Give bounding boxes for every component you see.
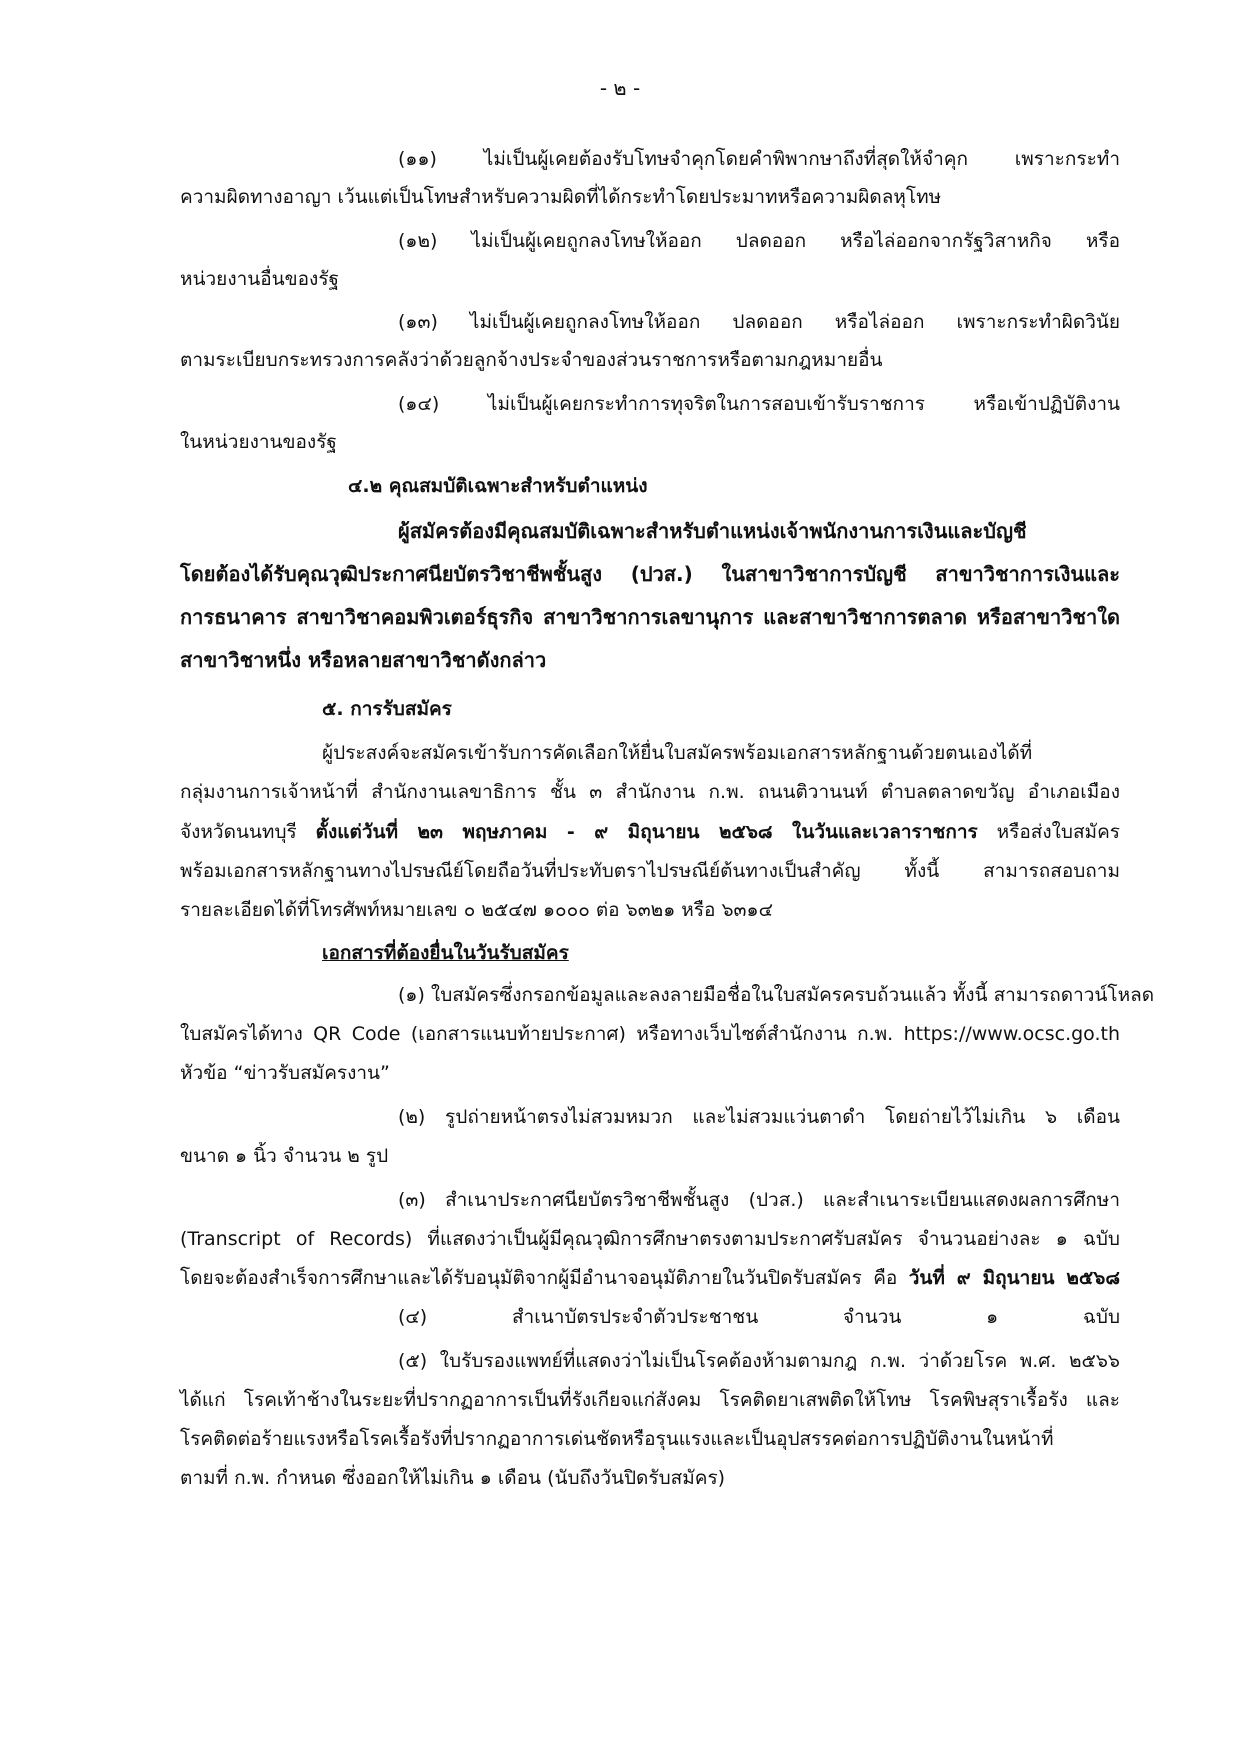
section-4-2-line-2: โดยต้องได้รับคุณวุฒิประกาศนียบัตรวิชาชีพชั้นสูง (ปวส.) ในสาขาวิชาการบัญชี สาขาวิชาการเงินและ bbox=[180, 562, 1120, 586]
section-5-line-3 bbox=[180, 817, 1120, 847]
section-5-line-2: กลุ่มงานการเจ้าหน้าที่ สำนักงานเลขาธิการ ชั้น ๓ สำนักงาน ก.พ. ถนนติวานนท์ ตำบลตลาดขวัญ อำเภอเมือง bbox=[180, 781, 1120, 803]
doc-3-line-1: (๓) สำเนาประกาศนียบัตรวิชาชีพชั้นสูง (ปวส.) และสำเนาระเบียนแสดงผลการศึกษา bbox=[398, 1189, 1120, 1211]
closing-date: วันที่ ๙ มิถุนายน ๒๕๖๘ bbox=[908, 1267, 1121, 1289]
doc-1-line-3: หัวข้อ “ข่าวรับสมัครงาน” bbox=[180, 1062, 390, 1084]
item-11-line-2: ความผิดทางอาญา เว้นแต่เป็นโทษสำหรับความผิดที่ได้กระทำโดยประมาทหรือความผิดลหุโทษ bbox=[180, 186, 942, 208]
section-4-2-line-4: สาขาวิชาหนึ่ง หรือหลายสาขาวิชาดังกล่าว bbox=[180, 648, 547, 672]
section-5-heading: ๕. การรับสมัคร bbox=[322, 698, 452, 720]
doc-3-line-3-a: โดยจะต้องสำเร็จการศึกษาและได้รับอนุมัติจากผู้มีอำนาจอนุมัติภายในวันปิดรับสมัคร คือ bbox=[180, 1267, 898, 1289]
section-4-2-heading: ๔.๒ คุณสมบัติเฉพาะสำหรับตำแหน่ง bbox=[348, 475, 648, 497]
item-12-line-2: หน่วยงานอื่นของรัฐ bbox=[180, 268, 340, 290]
section-5-line-3-a: จังหวัดนนทบุรี bbox=[180, 821, 297, 843]
item-11-line-1: (๑๑) ไม่เป็นผู้เคยต้องรับโทษจำคุกโดยคำพิพากษาถึงที่สุดให้จำคุก เพราะกระทำ bbox=[398, 148, 1120, 170]
doc-5-line-1: (๕) ใบรับรองแพทย์ที่แสดงว่าไม่เป็นโรคต้องห้ามตามกฎ ก.พ. ว่าด้วยโรค พ.ศ. ๒๕๖๖ bbox=[398, 1350, 1120, 1372]
page-number: - ๒ - bbox=[599, 76, 641, 100]
doc-2-line-2: ขนาด ๑ นิ้ว จำนวน ๒ รูป bbox=[180, 1145, 389, 1167]
doc-3-line-3 bbox=[180, 1263, 1120, 1293]
section-4-2-line-1: ผู้สมัครต้องมีคุณสมบัติเฉพาะสำหรับตำแหน่งเจ้าพนักงานการเงินและบัญชี bbox=[398, 519, 1027, 543]
doc-1-line-2: ใบสมัครได้ทาง QR Code (เอกสารแนบท้ายประกาศ) หรือทางเว็บไซต์สำนักงาน ก.พ. https://www.ocsc.go.th bbox=[180, 1023, 1120, 1045]
doc-5-line-4: ตามที่ ก.พ. กำหนด ซึ่งออกให้ไม่เกิน ๑ เดือน (นับถึงวันปิดรับสมัคร) bbox=[180, 1467, 726, 1489]
doc-2-line-1: (๒) รูปถ่ายหน้าตรงไม่สวมหมวก และไม่สวมแว่นตาดำ โดยถ่ายไว้ไม่เกิน ๖ เดือน bbox=[398, 1106, 1120, 1128]
doc-1-line-1: (๑) ใบสมัครซึ่งกรอกข้อมูลและลงลายมือชื่อในใบสมัครครบถ้วนแล้ว ทั้งนี้ สามารถดาวน์โหลด bbox=[398, 984, 1155, 1006]
section-5-line-1: ผู้ประสงค์จะสมัครเข้ารับการคัดเลือกให้ยื่นใบสมัครพร้อมเอกสารหลักฐานด้วยตนเองได้ที่ bbox=[322, 742, 1033, 764]
item-14-line-1: (๑๔) ไม่เป็นผู้เคยกระทำการทุจริตในการสอบเข้ารับราชการ หรือเข้าปฏิบัติงาน bbox=[398, 393, 1120, 415]
doc-5-line-2: ได้แก่ โรคเท้าช้างในระยะที่ปรากฏอาการเป็นที่รังเกียจแก่สังคม โรคติดยาเสพติดให้โทษ โรคพิษสุราเรื้อรัง และ bbox=[180, 1389, 1120, 1411]
item-12-line-1: (๑๒) ไม่เป็นผู้เคยถูกลงโทษให้ออก ปลดออก หรือไล่ออกจากรัฐวิสาหกิจ หรือ bbox=[398, 230, 1120, 252]
section-5-line-5: รายละเอียดได้ที่โทรศัพท์หมายเลข ๐ ๒๕๔๗ ๑๐๐๐ ต่อ ๖๓๒๑ หรือ ๖๓๑๔ bbox=[180, 899, 773, 921]
section-5-line-3-c: หรือส่งใบสมัคร bbox=[996, 821, 1120, 843]
doc-4-line-1: (๔) สำเนาบัตรประจำตัวประชาชน จำนวน ๑ ฉบับ bbox=[398, 1306, 1120, 1328]
doc-3-line-2: (Transcript of Records) ที่แสดงว่าเป็นผู้มีคุณวุฒิการศึกษาตรงตามประกาศรับสมัคร จำนวนอย่างละ ๑ ฉบับ bbox=[180, 1228, 1120, 1250]
item-14-line-2: ในหน่วยงานของรัฐ bbox=[180, 431, 337, 453]
item-13-line-2: ตามระเบียบกระทรวงการคลังว่าด้วยลูกจ้างประจำของส่วนราชการหรือตามกฎหมายอื่น bbox=[180, 349, 883, 371]
section-4-2-line-3: การธนาคาร สาขาวิชาคอมพิวเตอร์ธุรกิจ สาขาวิชาการเลขานุการ และสาขาวิชาการตลาด หรือสาขาวิชาใด bbox=[180, 605, 1120, 629]
documents-heading: เอกสารที่ต้องยื่นในวันรับสมัคร bbox=[322, 942, 569, 964]
application-period: ตั้งแต่วันที่ ๒๓ พฤษภาคม - ๙ มิถุนายน ๒๕๖๘ ในวันและเวลาราชการ bbox=[315, 821, 978, 843]
doc-5-line-3: โรคติดต่อร้ายแรงหรือโรคเรื้อรังที่ปรากฏอาการเด่นชัดหรือรุนแรงและเป็นอุปสรรคต่อการปฏิบัติงานในหน้าที่ bbox=[180, 1428, 1054, 1450]
item-13-line-1: (๑๓) ไม่เป็นผู้เคยถูกลงโทษให้ออก ปลดออก หรือไล่ออก เพราะกระทำผิดวินัย bbox=[398, 311, 1120, 333]
section-5-line-4: พร้อมเอกสารหลักฐานทางไปรษณีย์โดยถือวันที่ประทับตราไปรษณีย์ต้นทางเป็นสำคัญ ทั้งนี้ สามารถสอบถาม bbox=[180, 860, 1120, 882]
